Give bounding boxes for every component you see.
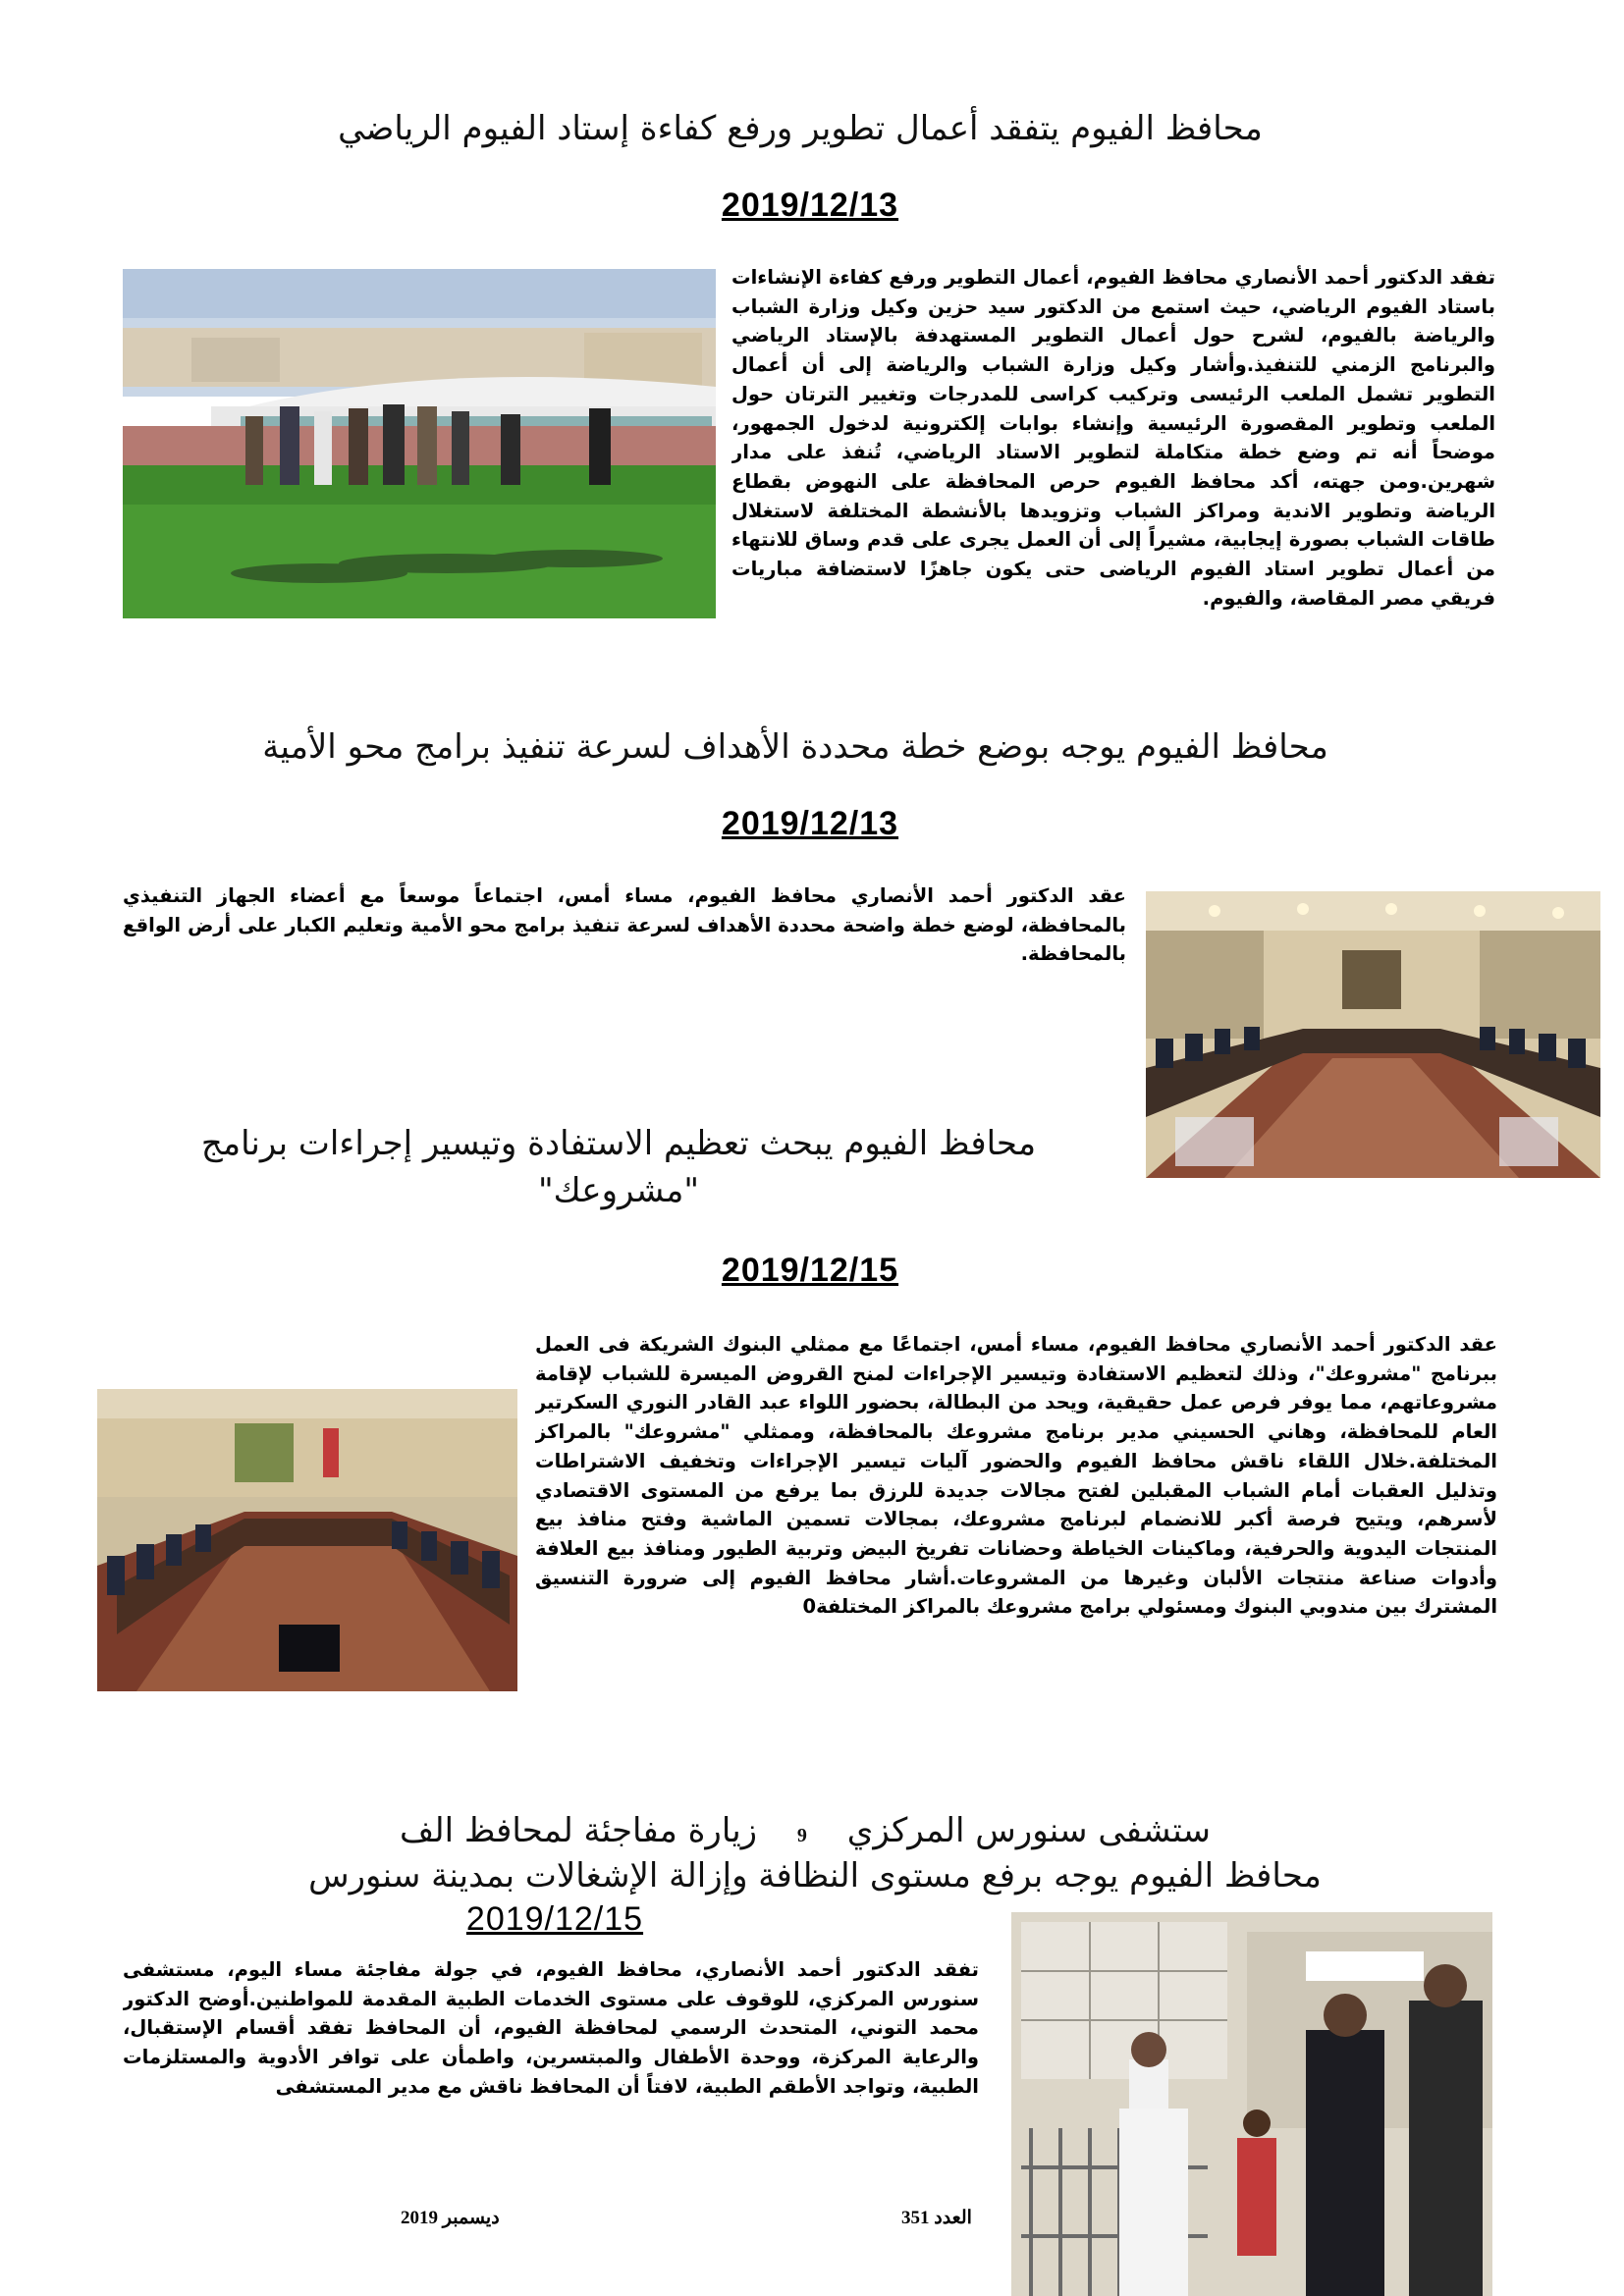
article4-headline-left: ستشفى سنورس المركزي [846,1811,1211,1850]
footer-month: ديسمبر 2019 [401,2208,500,2228]
article3-body: عقد الدكتور أحمد الأنصاري محافظ الفيوم، مساء أمس، اجتماعًا مع ممثلي البنوك الشريكة فى العمل ببرنامج "مشروعك"، وذلك لتعظيم الاستفادة وتيسير الإجراءات لمنح القروض الميسرة للشباب لإقامة مشروعاتهم، مما يوفر فرص عمل حقيقية، ويحد من البطالة، بحضور اللواء عبد القادر النوري السكرتير العام للمحافظة، وهاني الحسيني مدير برنامج مشروعك بالمحافظة، وممثلي "مشروعك" بالمراكز المختلفة.خلال اللقاء ناقش محافظ الفيوم والحضور آليات تيسير الإجراءات وتخفيف الاشتراطات وتذليل العقبات أمام الشباب المقبلين لفتح مجالات جديدة للرزق بما يرفع من المستوى الاقتصادي لأسرهم، ويتيح فرصة أكبر للانضمام لبرنامج مشروعك، بمجالات تسمين الماشية وفتح منافذ بيع المنتجات اليدوية والحرفية، وماكينات الخياطة وحضانات تفريخ البيض وتربية الطيور ومنافذ بيع العلافة وأدوات صناعة منتجات الألبان وغيرها من المشروعات.أشار محافظ الفيوم إلى ضرورة التنسيق المشترك بين مندوبي البنوك ومسئولي برامج مشروعك بالمراكز المختلفة0 [535,1333,1497,1619]
article4-headline-mark: 9 [796,1825,807,1846]
conference-table-photo [97,1389,517,1691]
meeting-room-photo [1146,891,1600,1178]
hospital-visit-photo [1011,1912,1492,2296]
article1-headline: محافظ الفيوم يتفقد أعمال تطوير ورفع كفاءة إستاد الفيوم الرياضي [338,109,1263,148]
article1-date: 2019/12/13 [721,187,899,224]
article3-date: 2019/12/15 [721,1252,899,1289]
article4-headline-right: زيارة مفاجئة لمحافظ الف [400,1811,758,1850]
article4-body: تفقد الدكتور أحمد الأنصاري، محافظ الفيوم، في جولة مفاجئة مساء اليوم، مستشفى سنورس المركزي، للوقوف على مستوى الخدمات الطبية المقدمة للمواطنين.أوضح الدكتور محمد التوني، المتحدث الرسمي لمحافظة الفيوم، أن المحافظ تفقد أقسام الإستقبال، والرعاية المركزة، ووحدة الأطفال والمبتسرين، واطمأن على توافر الأدوية والمستلزمات الطبية، وتواجد الأطقم الطبية، لافتاً أن المحافظ ناقش مع مدير المستشفى [123,1958,979,2098]
article2-headline: محافظ الفيوم يوجه بوضع خطة محددة الأهداف لسرعة تنفيذ برامج محو الأمية [262,727,1328,767]
stadium-photo [123,269,716,618]
article2-body: عقد الدكتور أحمد الأنصاري محافظ الفيوم، مساء أمس، اجتماعاً موسعاً مع أعضاء الجهاز التنفيذي بالمحافظة، لوضع خطة واضحة محددة الأهداف لسرعة تنفيذ برامج محو الأمية وتعليم الكبار على أرض الواقع بالمحافظة. [123,884,1126,966]
article4-date: 2019/12/15 [465,1900,644,1938]
article3-headline-line1: محافظ الفيوم يبحث تعظيم الاستفادة وتيسير إجراءات برنامج [200,1124,1037,1163]
article4-headline-line1 [275,1808,1335,1858]
footer-issue: العدد 351 [901,2208,972,2228]
article4-headline-line2: محافظ الفيوم يوجه برفع مستوى النظافة وإزالة الإشغالات بمدينة سنورس [308,1856,1322,1896]
article3-headline-line2: "مشروعك" [538,1171,699,1210]
article2-date: 2019/12/13 [721,805,899,842]
article1-body: تفقد الدكتور أحمد الأنصاري محافظ الفيوم، أعمال التطوير ورفع كفاءة الإنشاءات باستاد الفيوم الرياضي، حيث استمع من الدكتور سيد حزين وكيل وزارة الشباب والرياضة بالفيوم، لشرح حول أعمال التطوير المستهدفة بالإستاد الرياضي والبرنامج الزمني للتنفيذ.وأشار وكيل وزارة الشباب والرياضة إلى أن أعمال التطوير تشمل الملعب الرئيسى وتركيب كراسى للمدرجات وتغيير الترتان حول الملعب وتطوير المقصورة الرئيسية وإنشاء بوابات إلكترونية لدخول الجمهور، موضحاً أنه تم وضع خطة متكاملة لتطوير الاستاد الرياضي، تُنفذ على مدار شهرين.ومن جهته، أكد محافظ الفيوم حرص المحافظة على النهوض بقطاع الرياضة وتطوير الاندية ومراكز الشباب وتزويدها بالأنشطة المختلفة لاستغلال طاقات الشباب بصورة إيجابية، مشيراً إلى أن العمل يجرى على قدم وساق للانتهاء من أعمال تطوير استاد الفيوم الرياضى حتى يكون جاهزًا لاستضافة مباريات فريقي مصر المقاصة، والفيوم. [731,266,1495,610]
